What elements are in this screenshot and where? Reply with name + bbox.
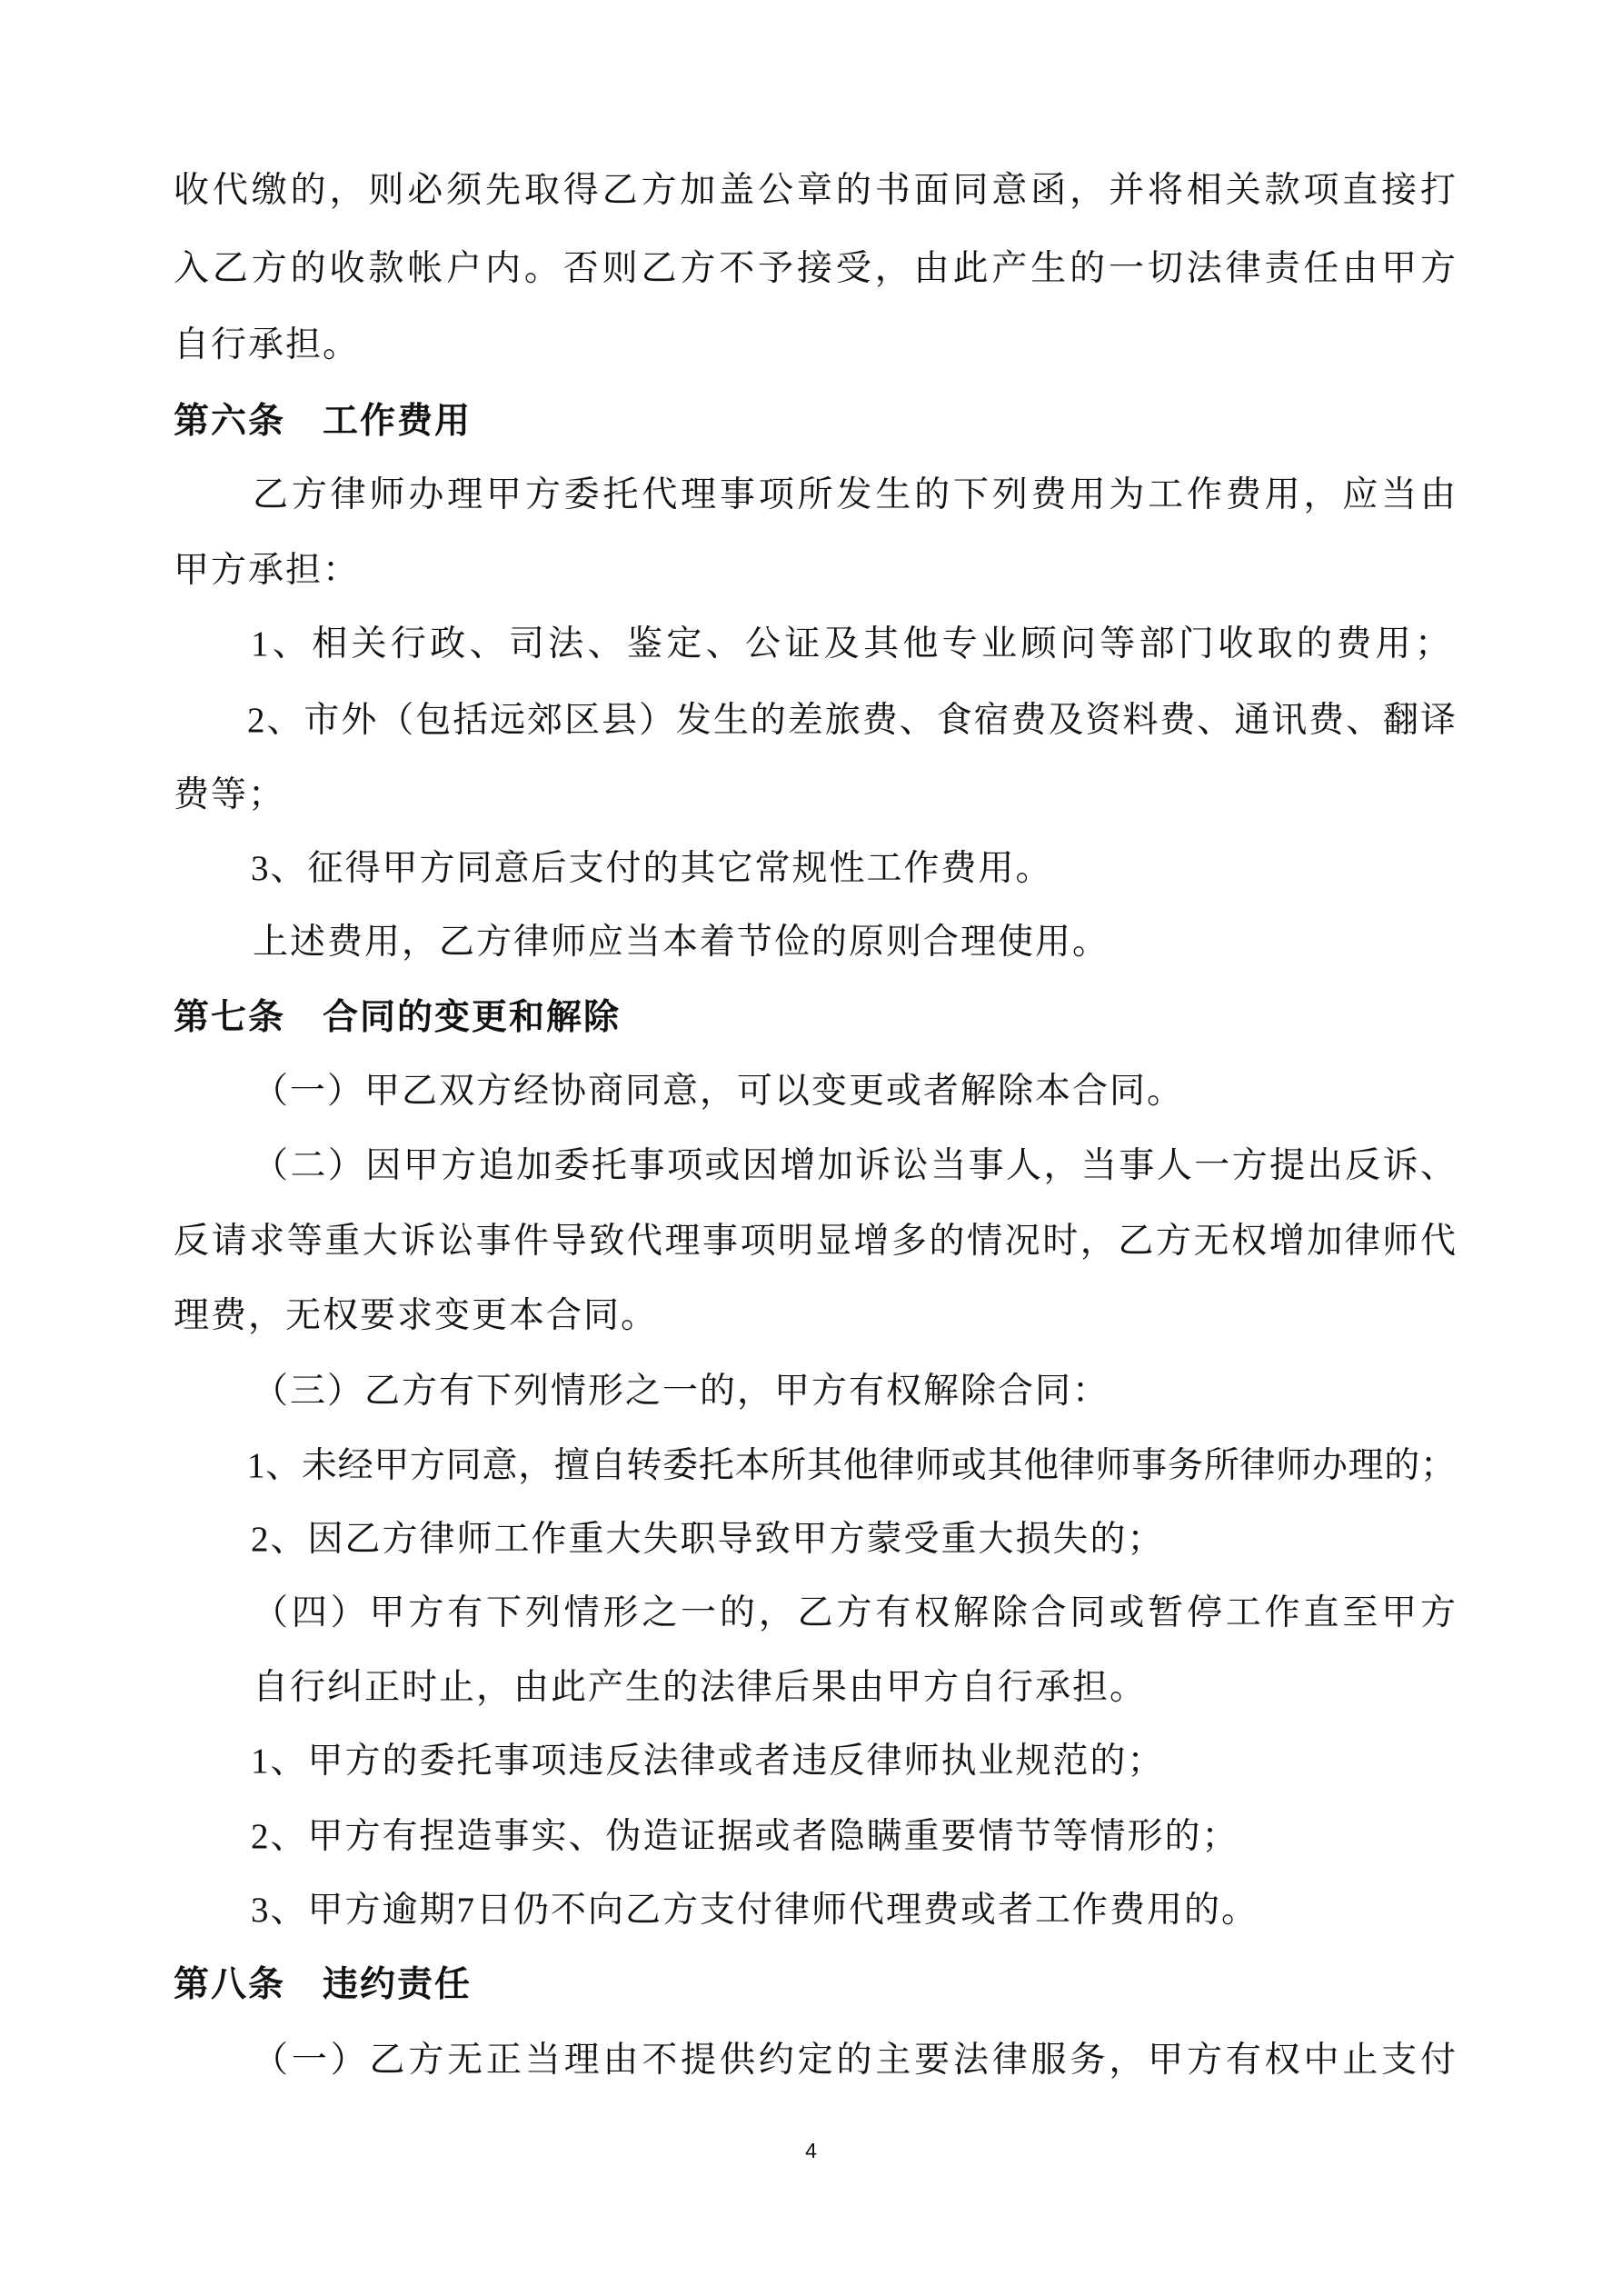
text-line: 甲方承担： <box>174 551 361 590</box>
article-heading: 第六条 工作费用 <box>174 402 473 441</box>
list-item: 2、甲方有捏造事实、伪造证据或者隐瞒重要情节等情形的； <box>251 1817 1239 1856</box>
text-line: 乙方律师办理甲方委托代理事项所发生的下列费用为工作费用，应当由 <box>253 475 1456 514</box>
article-heading: 第七条 合同的变更和解除 <box>174 998 622 1037</box>
list-item: 2、因乙方律师工作重大失职导致甲方蒙受重大损失的； <box>251 1520 1165 1559</box>
text-line: 理费，无权要求变更本合同。 <box>174 1296 659 1335</box>
clause-item: （一）乙方无正当理由不提供约定的主要法律服务，甲方有权中止支付 <box>253 2041 1456 2080</box>
list-item: 1、相关行政、司法、鉴定、公证及其他专业顾问等部门收取的费用； <box>251 624 1450 664</box>
page-number: 4 <box>805 2139 817 2162</box>
text-line: 自行纠正时止，由此产生的法律后果由甲方自行承担。 <box>253 1668 1148 1707</box>
clause-item: （二）因甲方追加委托事项或因增加诉讼当事人，当事人一方提出反诉、 <box>253 1146 1456 1185</box>
text-line: 入乙方的收款帐户内。否则乙方不予接受，由此产生的一切法律责任由甲方 <box>174 249 1456 288</box>
text-line: 反请求等重大诉讼事件导致代理事项明显增多的情况时，乙方无权增加律师代 <box>174 1222 1456 1261</box>
clause-item: （四）甲方有下列情形之一的，乙方有权解除合同或暂停工作直至甲方 <box>253 1593 1456 1632</box>
article-heading: 第八条 违约责任 <box>174 1965 473 2004</box>
list-item: 2、市外（包括远郊区县）发生的差旅费、食宿费及资料费、通讯费、翻译 <box>247 701 1456 740</box>
list-item: 1、甲方的委托事项违反法律或者违反律师执业规范的； <box>251 1742 1165 1781</box>
list-item: 1、未经甲方同意，擅自转委托本所其他律师或其他律师事务所律师办理的； <box>247 1446 1456 1485</box>
clause-item: （三）乙方有下列情形之一的，甲方有权解除合同： <box>253 1372 1110 1411</box>
clause-item: （一）甲乙双方经协商同意，可以变更或者解除本合同。 <box>253 1072 1185 1111</box>
text-line: 自行承担。 <box>174 325 361 364</box>
list-item: 3、征得甲方同意后支付的其它常规性工作费用。 <box>251 849 1053 888</box>
list-item: 3、甲方逾期7日仍不向乙方支付律师代理费或者工作费用的。 <box>251 1891 1259 1930</box>
text-line: 收代缴的，则必须先取得乙方加盖公章的书面同意函，并将相关款项直接打 <box>174 171 1456 210</box>
text-line: 上述费用，乙方律师应当本着节俭的原则合理使用。 <box>253 923 1110 962</box>
text-line: 费等； <box>174 775 286 814</box>
